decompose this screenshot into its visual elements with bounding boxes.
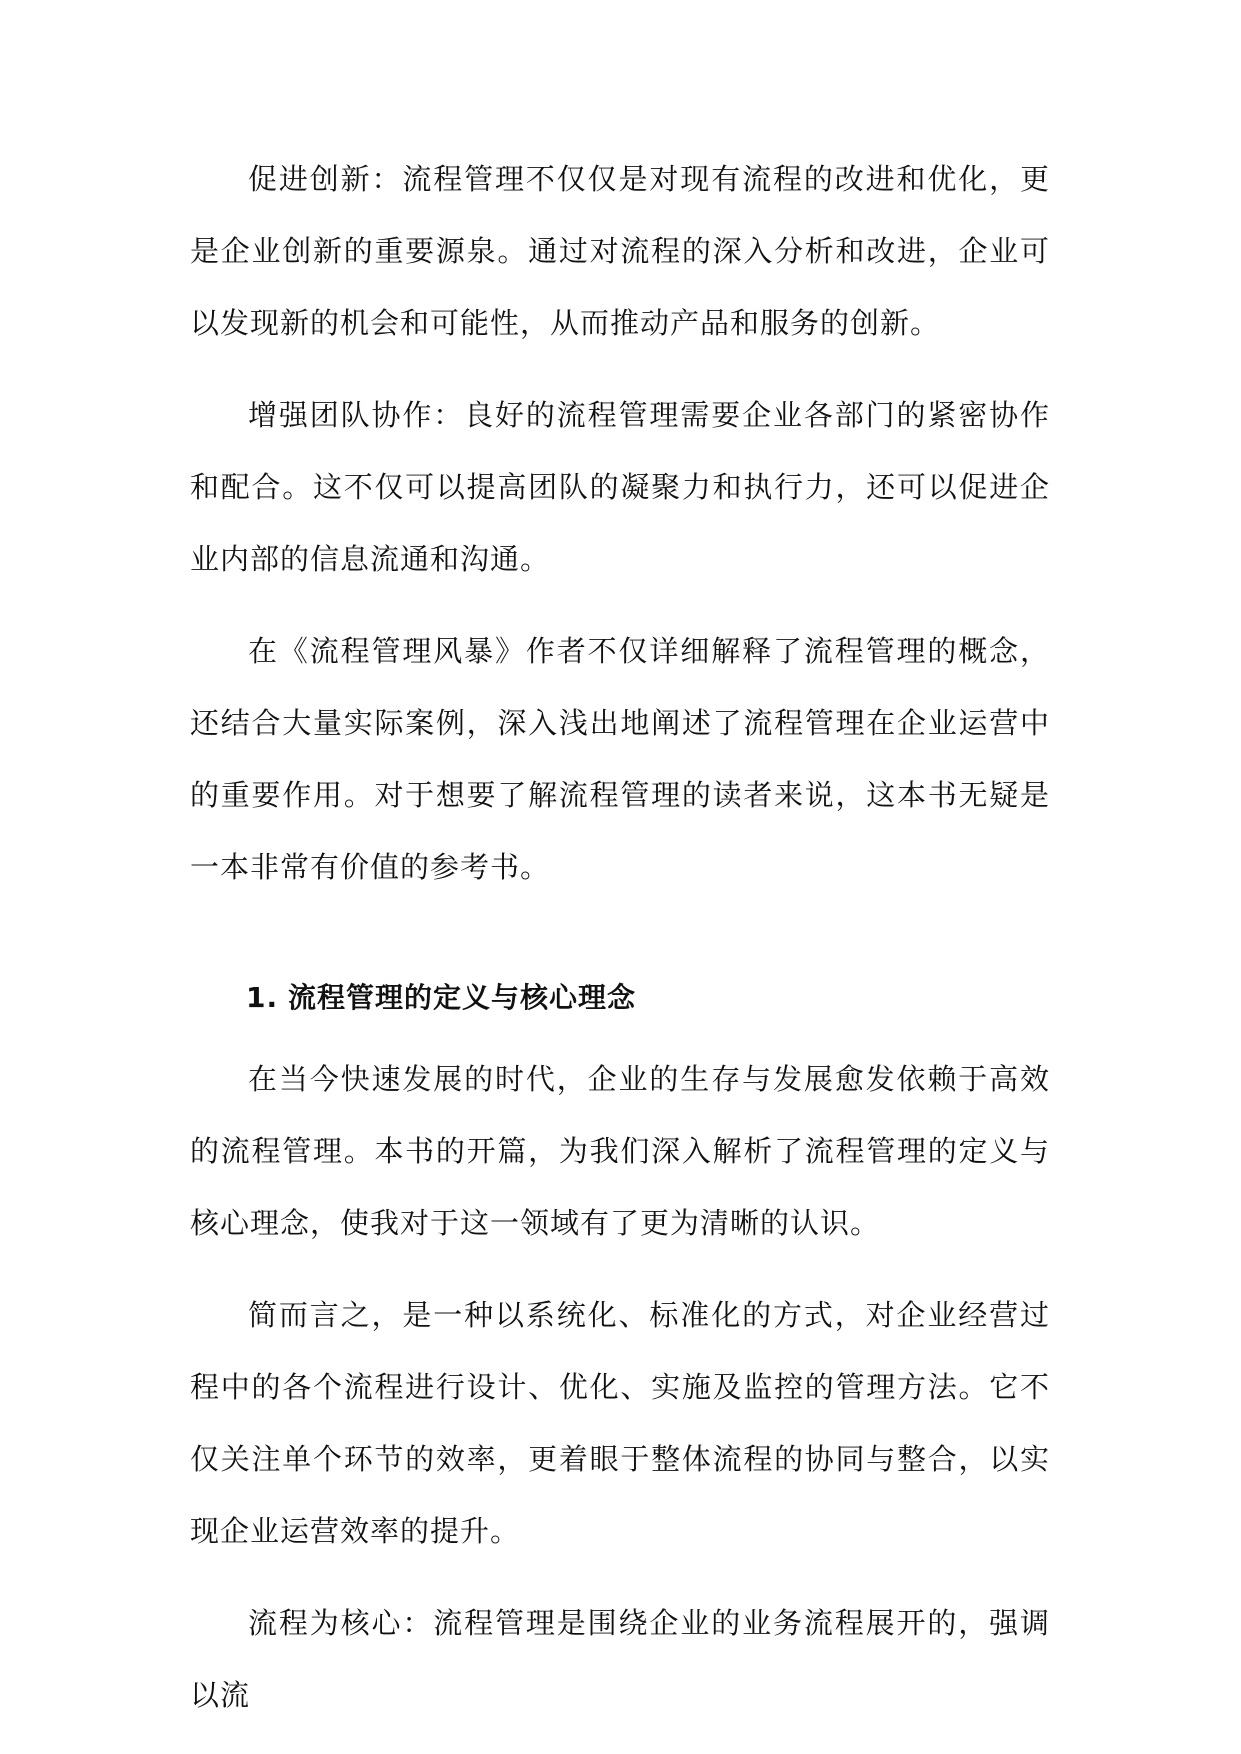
document-body bbox=[190, 143, 1050, 1751]
paragraph-team-collaboration: 增强团队协作：良好的流程管理需要企业各部门的紧密协作和配合。这不仅可以提高团队的凝聚力和执行力，还可以促进企业内部的信息流通和沟通。 bbox=[190, 398, 1050, 576]
paragraph-book-summary: 在《流程管理风暴》作者不仅详细解释了流程管理的概念，还结合大量实际案例，深入浅出地阐述了流程管理在企业运营中的重要作用。对于想要了解流程管理的读者来说，这本书无疑是一本非常有价值的参考书。 bbox=[190, 634, 1050, 884]
section-heading bbox=[190, 967, 1050, 1029]
paragraph-definition: 简而言之，是一种以系统化、标准化的方式，对企业经营过程中的各个流程进行设计、优化、实施及监控的管理方法。它不仅关注单个环节的效率，更着眼于整体流程的协同与整合，以实现企业运营效率的提升。 bbox=[190, 1298, 1050, 1548]
paragraph-introduction: 在当今快速发展的时代，企业的生存与发展愈发依赖于高效的流程管理。本书的开篇，为我们深入解析了流程管理的定义与核心理念，使我对于这一领域有了更为清晰的认识。 bbox=[190, 1062, 1050, 1240]
section-number: 1. bbox=[246, 981, 279, 1014]
paragraph-process-core: 流程为核心：流程管理是围绕企业的业务流程展开的，强调以流 bbox=[190, 1606, 1050, 1712]
section-title: 流程管理的定义与核心理念 bbox=[288, 981, 637, 1014]
paragraph-promote-innovation: 促进创新：流程管理不仅仅是对现有流程的改进和优化，更是企业创新的重要源泉。通过对流程的深入分析和改进，企业可以发现新的机会和可能性，从而推动产品和服务的创新。 bbox=[190, 162, 1050, 340]
